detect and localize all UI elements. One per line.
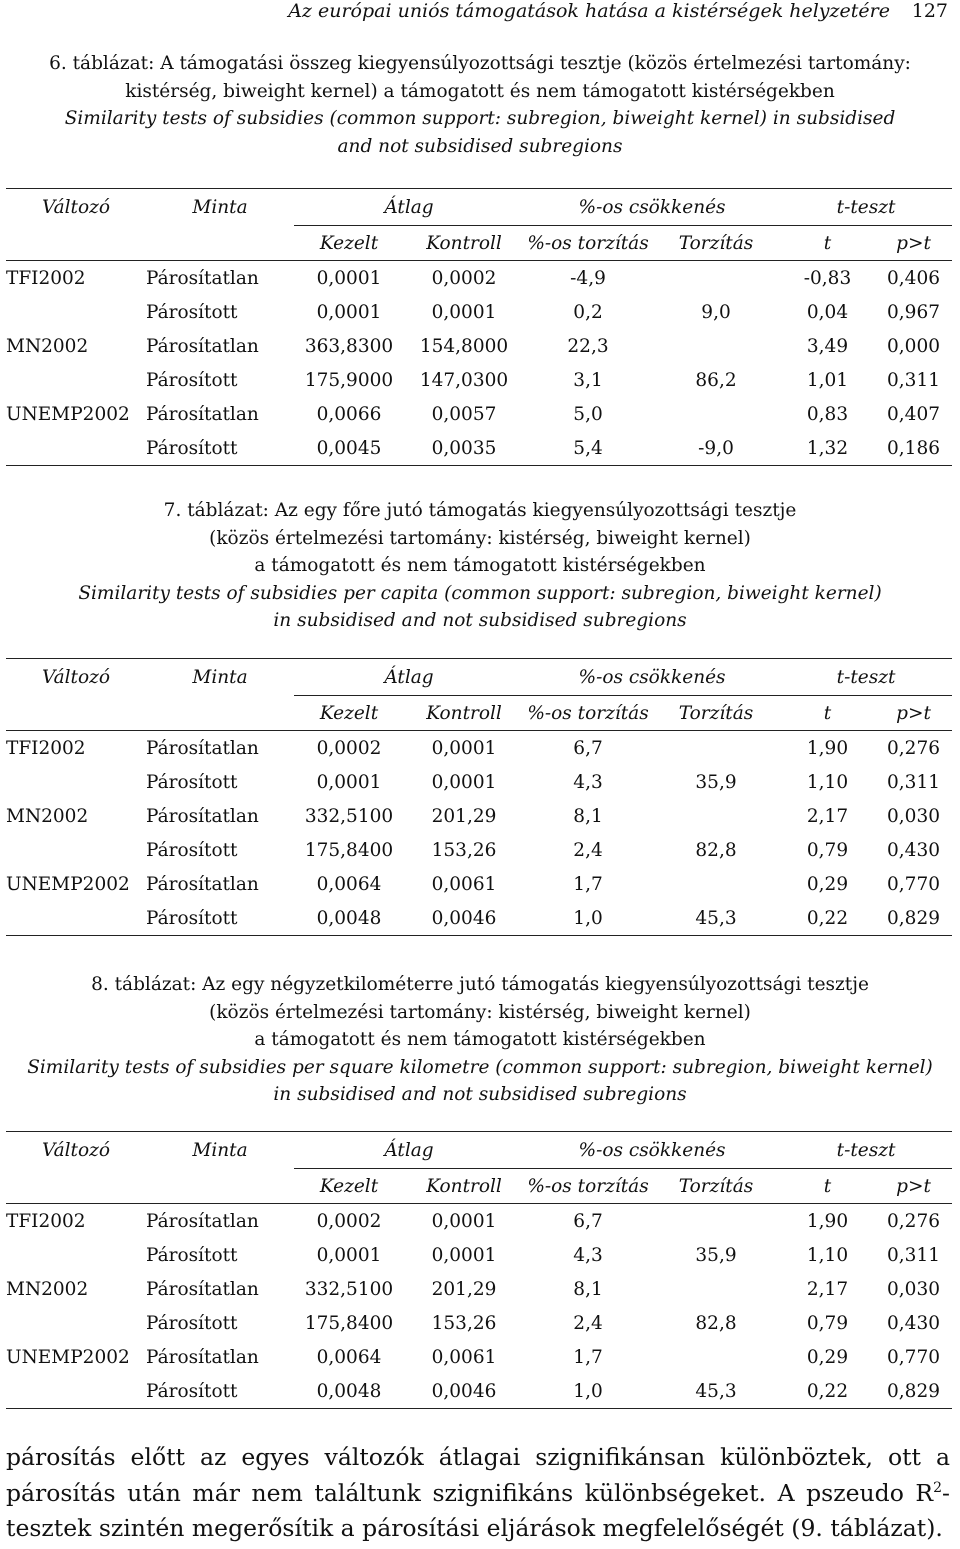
- cell-t: 1,10: [806, 1244, 849, 1266]
- cell-pct-torzitas: 4,3: [573, 1244, 603, 1266]
- cell-sample: Párosítatlan: [146, 261, 294, 296]
- caption-line-en: and not subsidised subregions: [337, 135, 623, 157]
- cell-pct-torzitas: 0,2: [573, 301, 603, 323]
- cell-kezelt: 0,0002: [294, 731, 404, 766]
- header-kontroll: Kontroll: [426, 1175, 502, 1197]
- cell-kontroll: 201,29: [431, 805, 497, 827]
- subheader-row: [6, 226, 952, 261]
- cell-sample: Párosított: [146, 369, 238, 391]
- cell-t: 0,79: [806, 1312, 849, 1334]
- cell-variable: [6, 431, 146, 466]
- cell-kezelt: 0,0001: [316, 771, 382, 793]
- header-empty: [146, 696, 294, 731]
- cell-p: 0,407: [887, 403, 940, 425]
- cell-kontroll: 154,8000: [419, 335, 509, 357]
- cell-p: 0,030: [887, 1278, 940, 1300]
- cell-variable: TFI2002: [6, 261, 146, 296]
- cell-torzitas: -9,0: [652, 431, 780, 466]
- cell-t: 0,79: [806, 839, 849, 861]
- table-row: [6, 799, 952, 833]
- cell-sample: Párosítatlan: [146, 805, 259, 827]
- cell-torzitas: 35,9: [695, 1244, 737, 1266]
- cell-kezelt: 0,0002: [294, 1204, 404, 1239]
- cell-variable: MN2002: [6, 1278, 89, 1300]
- table-row: [6, 1374, 952, 1409]
- cell-torzitas: [652, 1204, 780, 1239]
- cell-p: 0,311: [887, 771, 940, 793]
- cell-pct-torzitas: 22,3: [567, 335, 609, 357]
- header-empty: [6, 696, 146, 731]
- table-row: [6, 765, 952, 799]
- cell-kezelt: 332,5100: [304, 805, 394, 827]
- caption-line-hu: 7. táblázat: Az egy főre jutó támogatás kiegyensúlyozottsági tesztje: [163, 500, 797, 521]
- table-row: [6, 431, 952, 466]
- cell-torzitas: [652, 397, 780, 431]
- header-pct-torzitas: %-os torzítás: [527, 1175, 649, 1197]
- cell-kontroll: 153,26: [431, 1312, 497, 1334]
- table-row: [6, 833, 952, 867]
- body-text-start: párosítás előtt az egyes változók átlagai szignifikánsan különböztek, ott a párosítás után már nem találtunk szignifikáns különbségeket. A pszeudo R: [6, 1443, 950, 1507]
- cell-kontroll: 153,26: [431, 839, 497, 861]
- cell-variable: [6, 833, 146, 867]
- cell-t: 2,17: [806, 805, 849, 827]
- header-kezelt: Kezelt: [319, 702, 379, 724]
- cell-pct-torzitas: 2,4: [573, 839, 603, 861]
- header-minta: Minta: [146, 659, 294, 696]
- cell-sample: Párosított: [146, 431, 294, 466]
- cell-kontroll: 201,29: [431, 1278, 497, 1300]
- header-t: t: [823, 702, 832, 724]
- table-row: [6, 363, 952, 397]
- table-row: [6, 1306, 952, 1340]
- caption-line-en: Similarity tests of subsidies (common support: subregion, biweight kernel) in subsidised: [64, 108, 896, 129]
- table-caption: [0, 971, 960, 1109]
- caption-line-hu: 6. táblázat: A támogatási összeg kiegyensúlyozottsági tesztje (közös értelmezési tartomány:: [49, 53, 911, 74]
- header-atlag: Átlag: [294, 189, 524, 226]
- header-atlag: Átlag: [294, 659, 524, 696]
- cell-pct-torzitas: 4,3: [573, 771, 603, 793]
- header-t: t: [823, 232, 832, 254]
- header-torzitas: Torzítás: [678, 702, 754, 724]
- header-row: [6, 1132, 952, 1169]
- cell-kontroll: 0,0061: [431, 1346, 497, 1368]
- table-row: [6, 329, 952, 363]
- cell-torzitas: 45,3: [652, 901, 780, 936]
- cell-t: 1,90: [780, 731, 875, 766]
- cell-sample: Párosítatlan: [146, 1346, 259, 1368]
- cell-kezelt: 175,9000: [304, 369, 394, 391]
- header-t-teszt: t-teszt: [780, 189, 952, 226]
- cell-torzitas: 86,2: [695, 369, 737, 391]
- cell-torzitas: 82,8: [695, 1312, 737, 1334]
- cell-kontroll: 0,0035: [404, 431, 524, 466]
- cell-kontroll: 147,0300: [419, 369, 509, 391]
- cell-pct-torzitas: 8,1: [573, 805, 603, 827]
- cell-sample: Párosítatlan: [146, 873, 259, 895]
- cell-sample: Párosítatlan: [146, 403, 259, 425]
- cell-p: 0,770: [887, 873, 940, 895]
- body-paragraph: [6, 1440, 950, 1547]
- cell-t: 0,83: [806, 403, 849, 425]
- cell-pct-torzitas: 6,7: [524, 1204, 652, 1239]
- cell-kezelt: 0,0045: [294, 431, 404, 466]
- header-valtozo: Változó: [6, 659, 146, 696]
- balance-test-table: [6, 658, 952, 936]
- cell-torzitas: 45,3: [652, 1374, 780, 1409]
- cell-pct-torzitas: 1,0: [524, 901, 652, 936]
- cell-torzitas: [652, 867, 780, 901]
- cell-variable: [6, 295, 146, 329]
- table-row: [6, 1204, 952, 1239]
- table-row: [6, 261, 952, 296]
- cell-p: 0,430: [887, 839, 940, 861]
- header-t: t: [823, 1175, 832, 1197]
- cell-kontroll: 0,0001: [431, 1244, 497, 1266]
- cell-sample: Párosított: [146, 301, 238, 323]
- cell-pct-torzitas: 5,0: [573, 403, 603, 425]
- page-number: 127: [911, 0, 948, 22]
- cell-sample: Párosított: [146, 901, 294, 936]
- cell-torzitas: [652, 799, 780, 833]
- cell-p: 0,000: [887, 335, 940, 357]
- cell-t: 1,01: [806, 369, 849, 391]
- cell-pct-torzitas: 8,1: [573, 1278, 603, 1300]
- subheader-row: [6, 1169, 952, 1204]
- header-p: p>t: [896, 702, 931, 724]
- cell-variable: [6, 1238, 146, 1272]
- cell-t: 1,32: [780, 431, 875, 466]
- cell-kezelt: 0,0064: [316, 873, 382, 895]
- caption-line-hu: 8. táblázat: Az egy négyzetkilométerre jutó támogatás kiegyensúlyozottsági tesztje: [91, 974, 869, 995]
- cell-torzitas: [652, 1340, 780, 1374]
- cell-variable: TFI2002: [6, 1204, 146, 1239]
- cell-kezelt: 0,0048: [294, 1374, 404, 1409]
- cell-variable: [6, 901, 146, 936]
- cell-p: 0,430: [887, 1312, 940, 1334]
- cell-p: 0,030: [887, 805, 940, 827]
- table-row: [6, 867, 952, 901]
- cell-kezelt: 0,0064: [316, 1346, 382, 1368]
- cell-variable: [6, 363, 146, 397]
- cell-kontroll: 0,0057: [431, 403, 497, 425]
- table-row: [6, 397, 952, 431]
- cell-sample: Párosítatlan: [146, 1278, 259, 1300]
- cell-variable: UNEMP2002: [6, 873, 130, 895]
- header-minta: Minta: [146, 189, 294, 226]
- header-kezelt: Kezelt: [319, 1175, 379, 1197]
- cell-pct-torzitas: 3,1: [573, 369, 603, 391]
- cell-kontroll: 0,0061: [431, 873, 497, 895]
- running-head: [0, 0, 960, 26]
- header-empty: [6, 226, 146, 261]
- caption-line-en: Similarity tests of subsidies per square kilometre (common support: subregion, biweight kernel): [27, 1056, 933, 1078]
- header-row: [6, 659, 952, 696]
- cell-p: 0,276: [875, 731, 952, 766]
- cell-t: 1,90: [780, 1204, 875, 1239]
- header-csokkenes: %-os csökkenés: [524, 189, 780, 226]
- cell-kontroll: 0,0001: [431, 301, 497, 323]
- table-row: [6, 901, 952, 936]
- cell-kezelt: 332,5100: [304, 1278, 394, 1300]
- caption-line-hu: kistérség, biweight kernel) a támogatott és nem támogatott kistérségekben: [125, 80, 835, 102]
- subheader-row: [6, 696, 952, 731]
- cell-variable: UNEMP2002: [6, 403, 130, 425]
- table-caption: [0, 50, 960, 160]
- cell-kezelt: 0,0001: [294, 261, 404, 296]
- cell-pct-torzitas: -4,9: [524, 261, 652, 296]
- header-empty: [6, 1169, 146, 1204]
- header-empty: [146, 226, 294, 261]
- header-row: [6, 189, 952, 226]
- header-torzitas: Torzítás: [678, 232, 754, 254]
- cell-variable: MN2002: [6, 805, 89, 827]
- cell-kontroll: 0,0002: [404, 261, 524, 296]
- cell-sample: Párosított: [146, 1312, 238, 1334]
- cell-t: 3,49: [806, 335, 849, 357]
- header-valtozo: Változó: [6, 189, 146, 226]
- body-text-end: -tesztek szintén megerősítik a párosítási eljárások megfelelőségét (9. táblázat).: [6, 1478, 950, 1542]
- superscript: 2: [933, 1479, 943, 1496]
- header-p: p>t: [896, 232, 931, 254]
- cell-pct-torzitas: 1,7: [573, 1346, 603, 1368]
- caption-line-en: in subsidised and not subsidised subregions: [273, 1084, 687, 1105]
- cell-kezelt: 0,0001: [316, 301, 382, 323]
- cell-p: 0,770: [887, 1346, 940, 1368]
- cell-variable: UNEMP2002: [6, 1346, 130, 1368]
- header-atlag: Átlag: [294, 1132, 524, 1169]
- cell-t: 0,04: [806, 301, 849, 323]
- cell-variable: MN2002: [6, 335, 89, 357]
- running-head-title: Az európai uniós támogatások hatása a kistérségek helyzetére: [288, 0, 890, 22]
- header-t-teszt: t-teszt: [780, 1132, 952, 1169]
- caption-line-hu: (közös értelmezési tartomány: kistérség, biweight kernel): [209, 1001, 751, 1023]
- cell-t: 1,10: [806, 771, 849, 793]
- cell-t: 0,22: [780, 901, 875, 936]
- caption-line-hu: a támogatott és nem támogatott kistérségekben: [254, 1029, 706, 1050]
- cell-kontroll: 0,0046: [404, 901, 524, 936]
- header-csokkenes: %-os csökkenés: [524, 659, 780, 696]
- cell-kezelt: 175,8400: [304, 1312, 394, 1334]
- cell-kontroll: 0,0046: [404, 1374, 524, 1409]
- cell-sample: Párosított: [146, 839, 238, 861]
- cell-t: 0,29: [806, 873, 849, 895]
- cell-torzitas: 9,0: [701, 301, 731, 323]
- cell-sample: Párosított: [146, 1244, 238, 1266]
- cell-kezelt: 175,8400: [304, 839, 394, 861]
- cell-variable: [6, 1374, 146, 1409]
- header-pct-torzitas: %-os torzítás: [527, 702, 649, 724]
- table-row: [6, 295, 952, 329]
- header-csokkenes: %-os csökkenés: [524, 1132, 780, 1169]
- table-caption: [0, 497, 960, 635]
- table-row: [6, 1272, 952, 1306]
- cell-kezelt: 0,0048: [294, 901, 404, 936]
- cell-kontroll: 0,0001: [404, 731, 524, 766]
- cell-torzitas: [652, 1272, 780, 1306]
- cell-variable: [6, 1306, 146, 1340]
- table-row: [6, 1238, 952, 1272]
- cell-t: 0,22: [780, 1374, 875, 1409]
- cell-p: 0,967: [887, 301, 940, 323]
- caption-line-hu: a támogatott és nem támogatott kistérségekben: [254, 555, 706, 576]
- header-kezelt: Kezelt: [319, 232, 379, 254]
- cell-variable: TFI2002: [6, 731, 146, 766]
- caption-line-en: Similarity tests of subsidies per capita (common support: subregion, biweight kernel): [78, 582, 882, 604]
- balance-test-table: [6, 1131, 952, 1409]
- cell-p: 0,311: [887, 1244, 940, 1266]
- table-row: [6, 731, 952, 766]
- cell-t: -0,83: [780, 261, 875, 296]
- cell-p: 0,276: [875, 1204, 952, 1239]
- cell-torzitas: [652, 329, 780, 363]
- cell-sample: Párosítatlan: [146, 1204, 294, 1239]
- header-t-teszt: t-teszt: [780, 659, 952, 696]
- caption-line-hu: (közös értelmezési tartomány: kistérség, biweight kernel): [209, 527, 751, 549]
- cell-kezelt: 0,0066: [316, 403, 382, 425]
- cell-p: 0,829: [875, 901, 952, 936]
- table-row: [6, 1340, 952, 1374]
- header-kontroll: Kontroll: [426, 232, 502, 254]
- header-pct-torzitas: %-os torzítás: [527, 232, 649, 254]
- cell-kontroll: 0,0001: [431, 771, 497, 793]
- cell-torzitas: [652, 261, 780, 296]
- cell-pct-torzitas: 5,4: [524, 431, 652, 466]
- cell-pct-torzitas: 1,7: [573, 873, 603, 895]
- cell-p: 0,406: [875, 261, 952, 296]
- cell-variable: [6, 765, 146, 799]
- cell-p: 0,311: [887, 369, 940, 391]
- balance-test-table: [6, 188, 952, 466]
- header-kontroll: Kontroll: [426, 702, 502, 724]
- header-valtozo: Változó: [6, 1132, 146, 1169]
- cell-torzitas: 35,9: [695, 771, 737, 793]
- cell-pct-torzitas: 1,0: [524, 1374, 652, 1409]
- cell-sample: Párosított: [146, 771, 238, 793]
- cell-torzitas: 82,8: [695, 839, 737, 861]
- cell-p: 0,829: [875, 1374, 952, 1409]
- header-empty: [146, 1169, 294, 1204]
- cell-torzitas: [652, 731, 780, 766]
- cell-kezelt: 0,0001: [316, 1244, 382, 1266]
- cell-t: 2,17: [806, 1278, 849, 1300]
- cell-sample: Párosítatlan: [146, 335, 259, 357]
- cell-kezelt: 363,8300: [304, 335, 394, 357]
- header-minta: Minta: [146, 1132, 294, 1169]
- cell-kontroll: 0,0001: [404, 1204, 524, 1239]
- cell-p: 0,186: [875, 431, 952, 466]
- caption-line-en: in subsidised and not subsidised subregions: [273, 610, 687, 631]
- cell-pct-torzitas: 6,7: [524, 731, 652, 766]
- cell-t: 0,29: [806, 1346, 849, 1368]
- cell-pct-torzitas: 2,4: [573, 1312, 603, 1334]
- header-torzitas: Torzítás: [678, 1175, 754, 1197]
- cell-sample: Párosítatlan: [146, 731, 294, 766]
- header-p: p>t: [896, 1175, 931, 1197]
- cell-sample: Párosított: [146, 1374, 294, 1409]
